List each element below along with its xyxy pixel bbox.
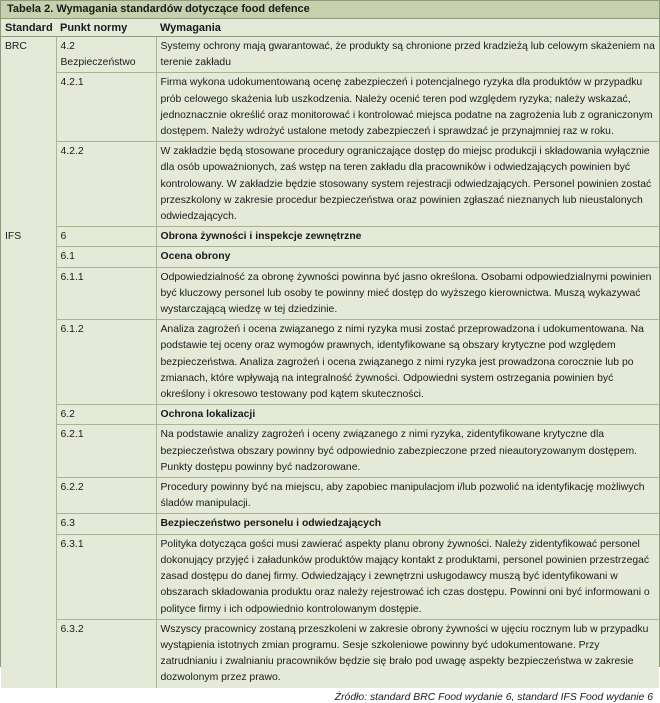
table-row <box>1 534 659 619</box>
cell-wymagania: Polityka dotycząca gości musi zawierać aspekty planu obrony żywności. Należy zidentyfikować personel dokonujący przyjęć i załadunków produktów mający kontakt z produktami, personel powinien przestrzegać zasad dostępu do danej firmy. Odwiedzający i zewnętrzni usługodawcy muszą być identyfikowani w obszarach składowania produktu oraz należy rejestrować ich czas dostępu. Powinni oni być informowani o polityce firmy i ich odpowiednio kontrolowanym dostępie. <box>156 534 659 619</box>
table-row <box>1 267 659 320</box>
cell-wymagania: Obrona żywności i inspekcje zewnętrzne <box>156 227 659 247</box>
table-row <box>1 619 659 687</box>
cell-wymagania: Ochrona lokalizacji <box>156 405 659 425</box>
table-header-row <box>1 19 659 37</box>
source-note: Źródło: standard BRC Food wydanie 6, standard IFS Food wydanie 6 <box>334 691 653 703</box>
requirements-table <box>1 19 659 688</box>
table-row <box>1 320 659 405</box>
cell-standard <box>1 142 56 227</box>
cell-punkt-normy: 6.3.1 <box>56 534 156 619</box>
cell-standard: BRC <box>1 37 56 73</box>
cell-punkt-normy: 6.1 <box>56 247 156 267</box>
cell-wymagania: Firma wykona udokumentowaną ocenę zabezpieczeń i potencjalnego ryzyka dla produktów w przypadku prób celowego skażenia lub uszkodzenia. Należy ocenić teren pod względem ryzyka; należy wskazać, jednoznacznie określić oraz monitorować i kontrolować miejsca podatne na zagrożenia lub z ograniczonym dostępem. Należy wdrożyć ustalone metody zabezpieczeń i sprawdzać je przynajmniej raz w roku. <box>156 73 659 142</box>
cell-standard <box>1 534 56 619</box>
cell-punkt-normy: 6.3.2 <box>56 619 156 687</box>
table-row <box>1 142 659 227</box>
cell-wymagania: Odpowiedzialność za obronę żywności powinna być jasno określona. Osobami odpowiedzialnymi powinien być kluczowy personel lub osoby te powinny mieć dostęp do wyższego kierownictwa. Muszą wykazywać wystarczającą wiedzę w tej dziedzinie. <box>156 267 659 320</box>
table-row <box>1 405 659 425</box>
cell-wymagania: Procedury powinny być na miejscu, aby zapobiec manipulacjom i/lub pozwolić na identyfikację możliwych śladów manipulacji. <box>156 478 659 514</box>
cell-punkt-normy: 6.2.1 <box>56 425 156 478</box>
cell-wymagania: Na podstawie analizy zagrożeń i oceny związanego z nimi ryzyka, zidentyfikowane krytyczne dla bezpieczeństwa obszary powinny być odpowiednio zabezpieczone przed nieautoryzowanym dostępem. Punkty dostępu powinny być nadzorowane. <box>156 425 659 478</box>
table-row <box>1 73 659 142</box>
cell-standard <box>1 247 56 267</box>
header-wymagania: Wymagania <box>156 19 659 37</box>
cell-punkt-normy: 6.2 <box>56 405 156 425</box>
header-punkt-normy: Punkt normy <box>56 19 156 37</box>
cell-wymagania: W zakładzie będą stosowane procedury ograniczające dostęp do miejsc produkcji i składowania wyłącznie dla osób upoważnionych, zaś wstęp na teren zakładu dla pracowników i odwiedzających powinien być kontrolowany. W zakładzie będzie stosowany system rejestracji odwiedzających. Personel powinien zostać przeszkolony w zakresie procedur bezpieczeństwa oraz powinien zgłaszać nieznanych lub nieustalonych odwiedzających. <box>156 142 659 227</box>
table-row <box>1 247 659 267</box>
cell-standard <box>1 619 56 687</box>
cell-standard <box>1 405 56 425</box>
header-standard: Standard <box>1 19 56 37</box>
table-row <box>1 514 659 534</box>
cell-wymagania: Wszyscy pracownicy zostaną przeszkoleni w zakresie obrony żywności w ujęciu rocznym lub w przypadku wystąpienia istotnych zmian programu. Sesje szkoleniowe powinny być udokumentowane. Przy zatrudnianiu i zwalnianiu pracowników będzie się brało pod uwagę aspekty bezpieczeństwa w zakresie dozwolonym przez prawo. <box>156 619 659 687</box>
cell-punkt-normy: 4.2 Bezpieczeństwo <box>56 37 156 73</box>
table-title: Tabela 2. Wymagania standardów dotyczące food defence <box>1 1 659 19</box>
cell-punkt-normy: 4.2.1 <box>56 73 156 142</box>
cell-punkt-normy: 4.2.2 <box>56 142 156 227</box>
cell-punkt-normy: 6.3 <box>56 514 156 534</box>
cell-standard <box>1 320 56 405</box>
cell-wymagania: Systemy ochrony mają gwarantować, że produkty są chronione przed kradzieżą lub celowym skażeniem na terenie zakładu <box>156 37 659 73</box>
cell-punkt-normy: 6.2.2 <box>56 478 156 514</box>
cell-punkt-normy: 6.1.2 <box>56 320 156 405</box>
cell-standard <box>1 514 56 534</box>
table-body <box>1 37 659 688</box>
cell-wymagania: Bezpieczeństwo personelu i odwiedzających <box>156 514 659 534</box>
cell-punkt-normy: 6 <box>56 227 156 247</box>
cell-standard <box>1 73 56 142</box>
cell-standard <box>1 267 56 320</box>
table-row <box>1 37 659 73</box>
cell-standard <box>1 478 56 514</box>
table-row <box>1 478 659 514</box>
cell-standard <box>1 425 56 478</box>
cell-wymagania: Analiza zagrożeń i ocena związanego z nimi ryzyka musi zostać przeprowadzona i udokumentowana. Na podstawie tej oceny oraz wymogów prawnych, identyfikowane są obszary krytyczne pod względem bezpieczeństwa. Analiza zagrożeń i ocena związanego z nimi ryzyka jest prowadzona corocznie lub po zmianach, które wpływają na integralność żywności. Odpowiedni system ostrzegania powinien być określony i okresowo testowany pod kątem skuteczności. <box>156 320 659 405</box>
cell-wymagania: Ocena obrony <box>156 247 659 267</box>
cell-punkt-normy: 6.1.1 <box>56 267 156 320</box>
cell-standard: IFS <box>1 227 56 247</box>
table-row <box>1 227 659 247</box>
table-row <box>1 425 659 478</box>
